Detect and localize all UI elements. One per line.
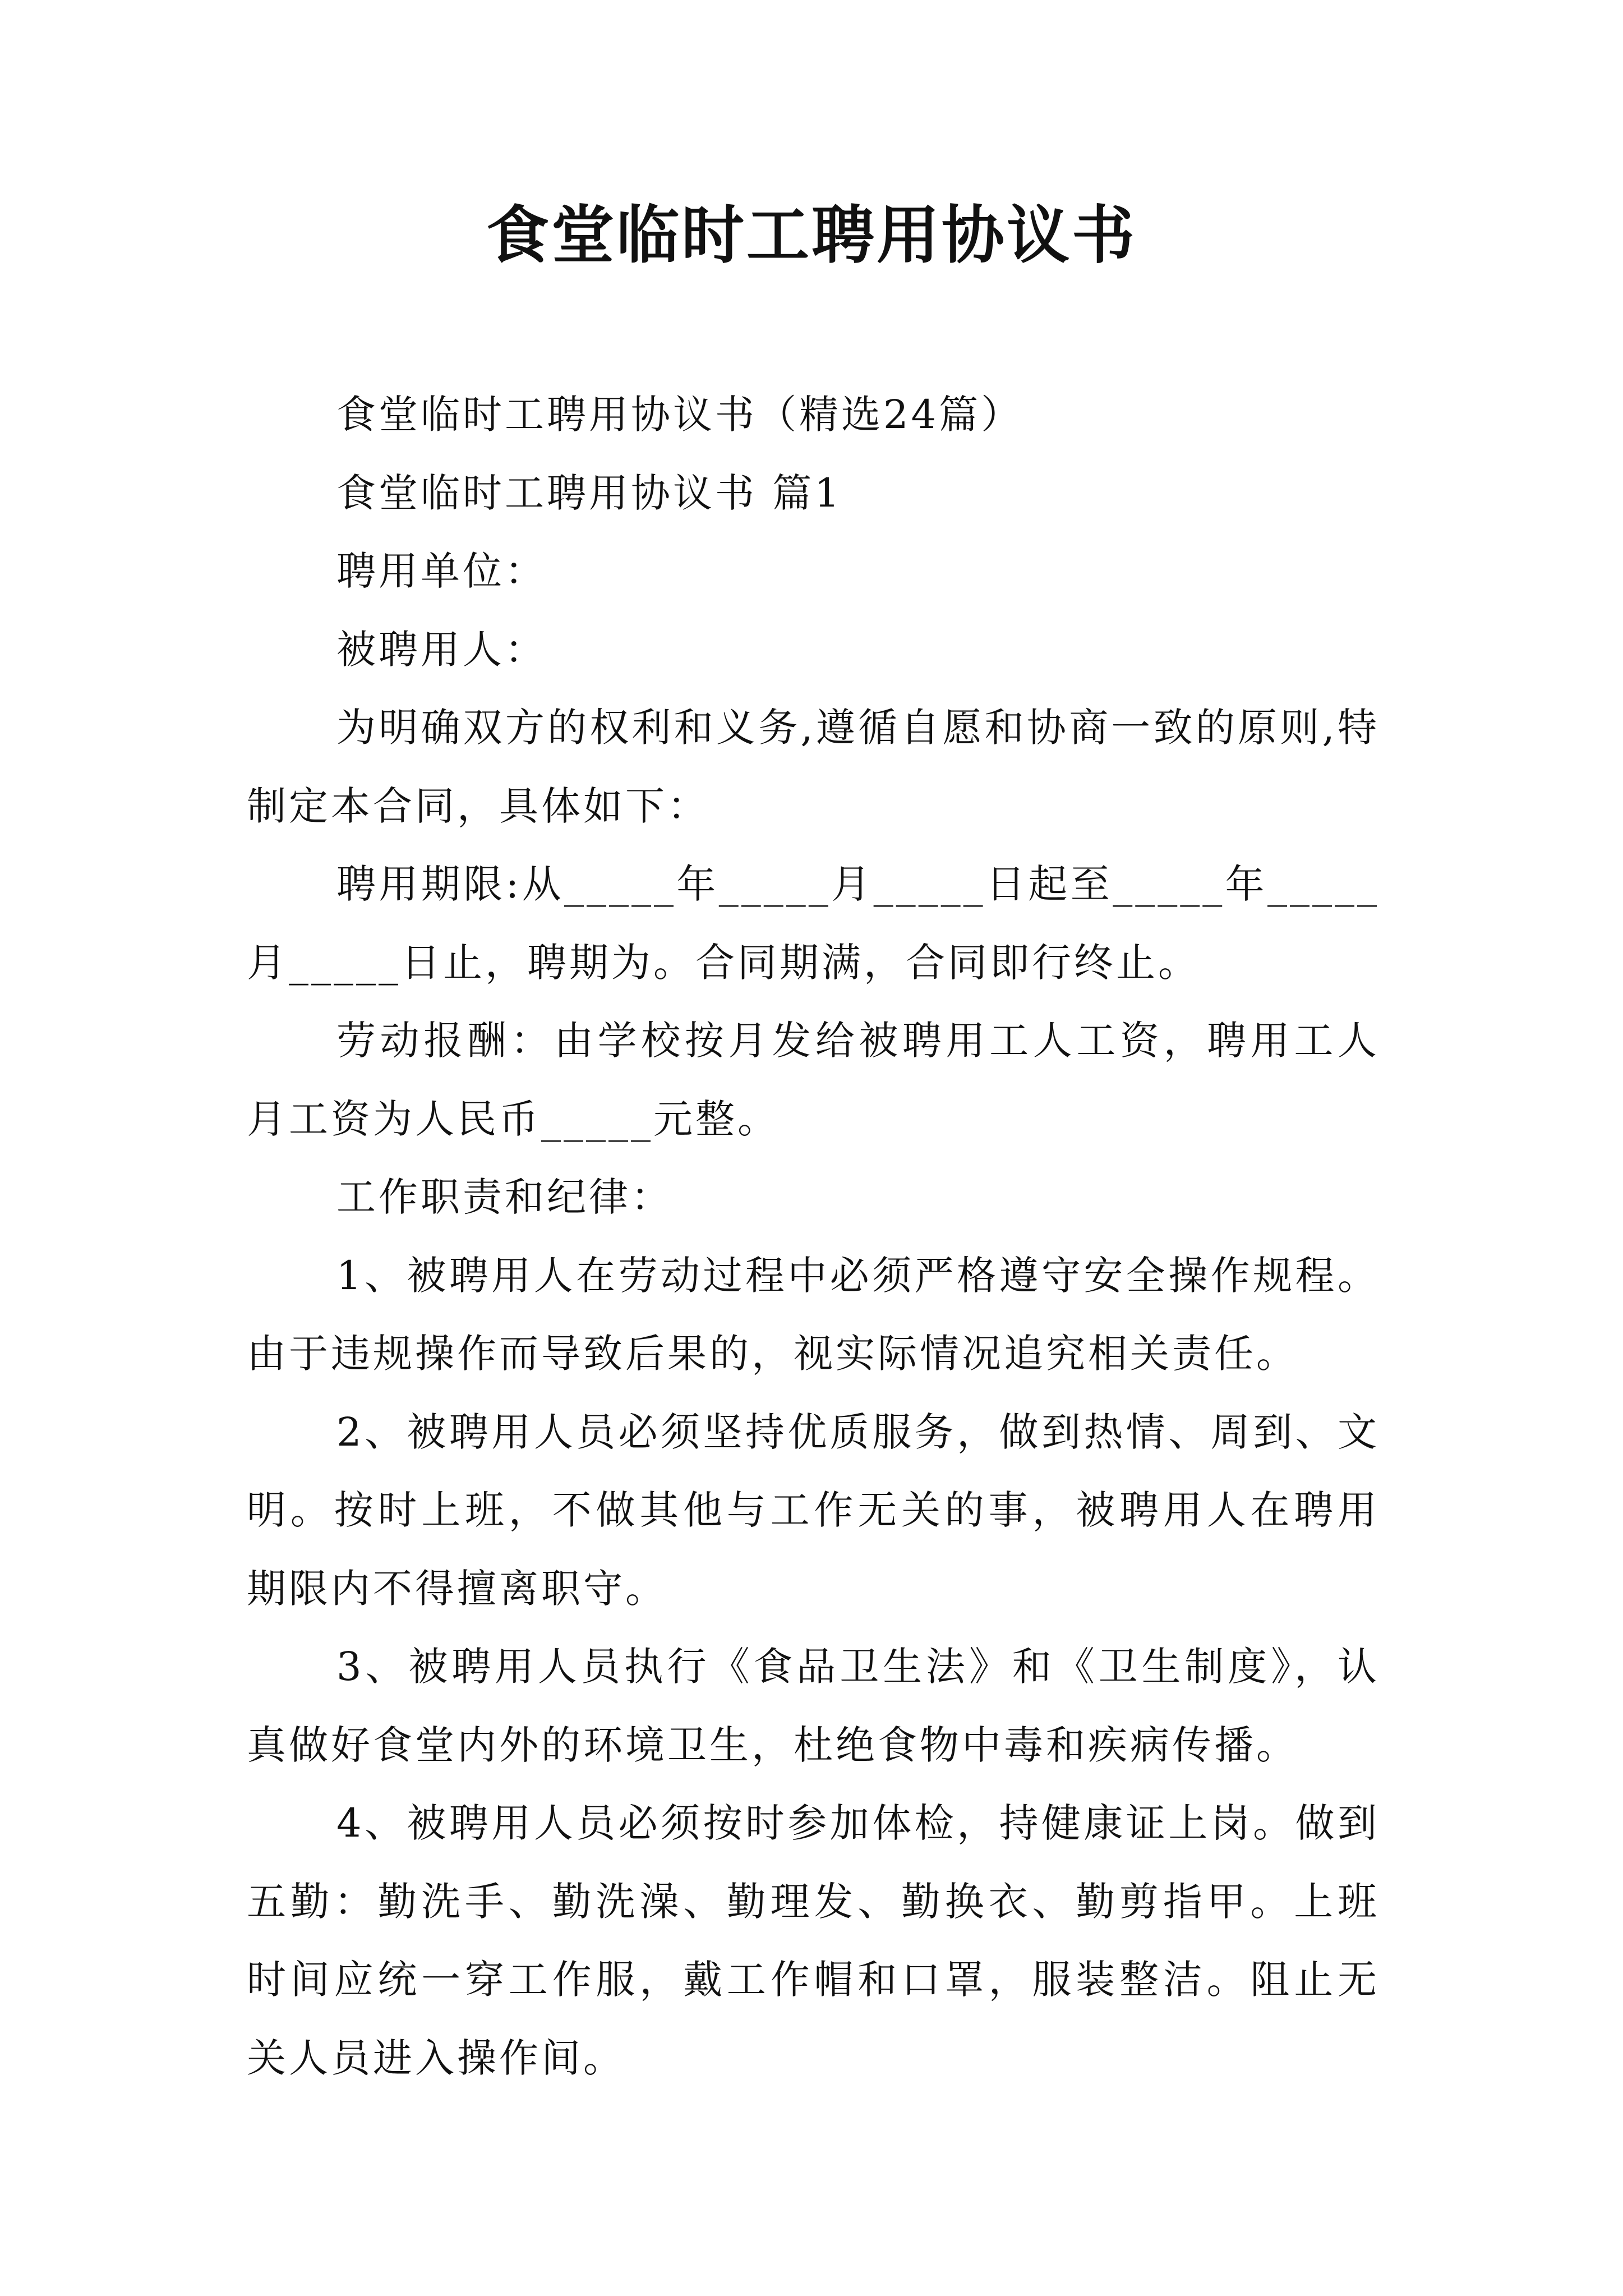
paragraph-duty-2: 2、被聘用人员必须坚持优质服务，做到热情、周到、文明。按时上班，不做其他与工作无关的事，被聘用人在聘用期限内不得擅离职守。 <box>247 1409 1380 1612</box>
document-title: 食堂临时工聘用协议书 <box>486 199 1137 272</box>
paragraph-duty-4: 4、被聘用人员必须按时参加体检，持健康证上岗。做到五勤：勤洗手、勤洗澡、勤理发、勤换衣、勤剪指甲。上班时间应统一穿工作服，戴工作帽和口罩，服装整洁。阻止无关人员进入操作间。 <box>247 1800 1380 2081</box>
paragraph-duty-1: 1、被聘用人在劳动过程中必须严格遵守安全操作规程。由于违规操作而导致后果的，视实际情况追究相关责任。 <box>247 1252 1380 1377</box>
paragraph-section-heading: 食堂临时工聘用协议书 篇1 <box>336 470 842 516</box>
paragraph-duty-3: 3、被聘用人员执行《食品卫生法》和《卫生制度》，认真做好食堂内外的环境卫生，杜绝食物中毒和疾病传播。 <box>247 1644 1380 1768</box>
paragraph-subtitle: 食堂临时工聘用协议书（精选24篇） <box>336 392 1023 438</box>
document-body <box>247 376 1380 2097</box>
paragraph-term: 聘用期限:从_____年_____月_____日起至_____年_____月_____日止，聘期为。合同期满，合同即行终止。 <box>247 861 1380 986</box>
paragraph-preamble: 为明确双方的权利和义务,遵循自愿和协商一致的原则,特制定本合同，具体如下： <box>247 705 1380 829</box>
paragraph-employer: 聘用单位： <box>336 548 547 594</box>
paragraph-employee: 被聘用人： <box>336 626 547 673</box>
paragraph-duties-heading: 工作职责和纪律： <box>336 1174 673 1220</box>
paragraph-salary: 劳动报酬：由学校按月发给被聘用工人工资，聘用工人月工资为人民币_____元整。 <box>247 1018 1380 1142</box>
